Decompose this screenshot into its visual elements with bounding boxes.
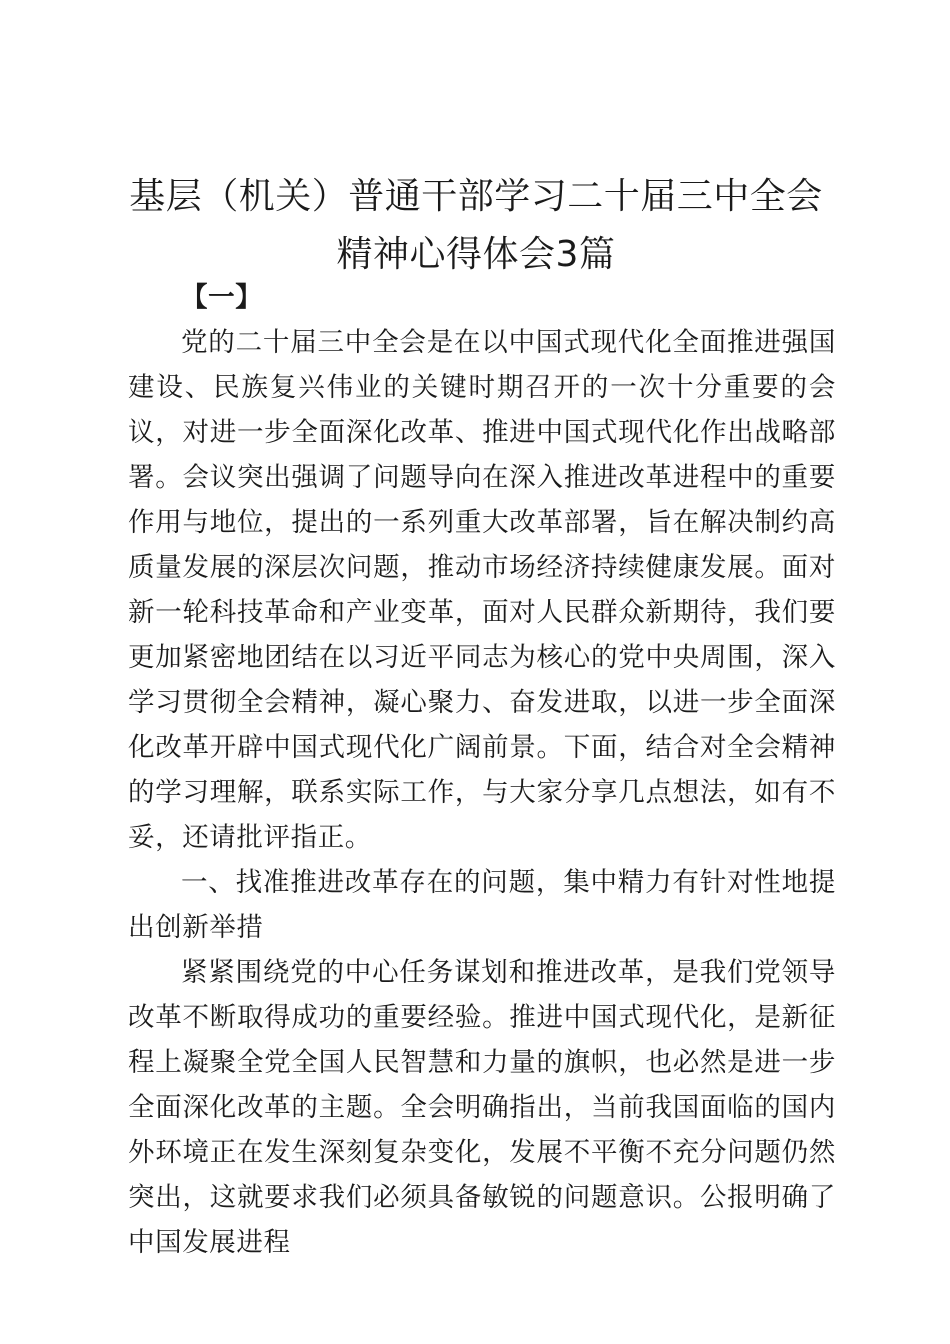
paragraph-intro: 党的二十届三中全会是在以中国式现代化全面推进强国建设、民族复兴伟业的关键时期召开的一次十分重要的会议，对进一步全面深化改革、推进中国式现代化作出战略部署。会议突出强调了问题导向在深入推进改革进程中的重要作用与地位，提出的一系列重大改革部署，旨在解决制约高质量发展的深层次问题，推动市场经济持续健康发展。面对新一轮科技革命和产业变革，面对人民群众新期待，我们要更加紧密地团结在以习近平同志为核心的党中央周围，深入学习贯彻全会精神，凝心聚力、奋发进取，以进一步全面深化改革开辟中国式现代化广阔前景。下面，结合对全会精神的学习理解，联系实际工作，与大家分享几点想法，如有不妥，还请批评指正。 bbox=[128, 327, 836, 853]
document-body bbox=[128, 275, 836, 1265]
paragraph-section-1: 紧紧围绕党的中心任务谋划和推进改革，是我们党领导改革不断取得成功的重要经验。推进中国式现代化，是新征程上凝聚全党全国人民智慧和力量的旗帜，也必然是进一步全面深化改革的主题。全会明确指出，当前我国面临的国内外环境正在发生深刻复杂变化，发展不平衡不充分问题仍然突出，这就要求我们必须具备敏锐的问题意识。公报明确了中国发展进程 bbox=[128, 957, 836, 1258]
document-title: 基层（机关）普通干部学习二十届三中全会精神心得体会3篇 bbox=[129, 176, 823, 275]
section-marker: 【一】 bbox=[181, 282, 263, 313]
section-heading-1: 一、找准推进改革存在的问题，集中精力有针对性地提出创新举措 bbox=[128, 867, 836, 943]
